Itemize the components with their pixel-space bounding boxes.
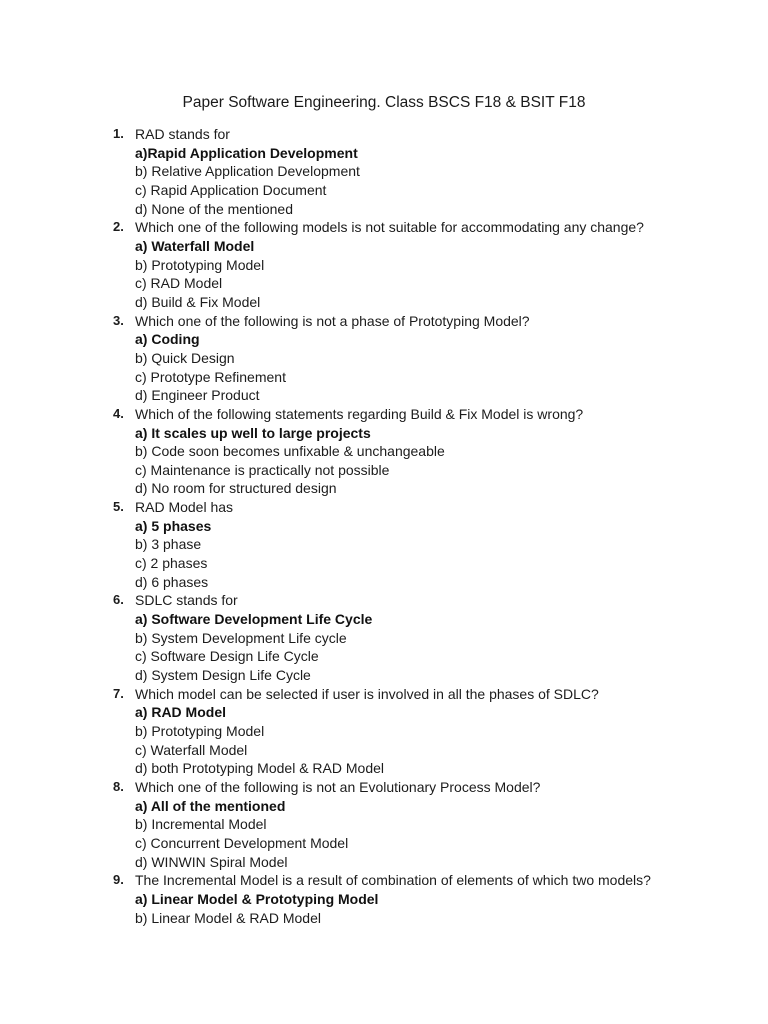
question-number: 9. (113, 872, 124, 888)
answer-option: b) Linear Model & RAD Model (135, 909, 321, 926)
answer-option: c) Rapid Application Document (135, 181, 327, 198)
question-number: 2. (113, 219, 124, 235)
question-text: Which one of the following is not an Evolutionary Process Model? (135, 778, 541, 795)
question-text: The Incremental Model is a result of combination of elements of which two models? (135, 872, 651, 889)
answer-option: c) RAD Model (135, 275, 223, 292)
answer-option: b) Code soon becomes unfixable & unchangeable (135, 443, 445, 460)
question-text: Which one of the following is not a phase of Prototyping Model? (135, 312, 530, 329)
correct-answer-option: a) 5 phases (135, 517, 212, 534)
answer-option: b) Incremental Model (135, 816, 267, 833)
answer-option: b) Relative Application Development (135, 163, 360, 180)
question-item (113, 498, 651, 591)
answer-option: d) None of the mentioned (135, 200, 293, 217)
correct-answer-option: a) Linear Model & Prototyping Model (135, 890, 379, 907)
answer-option: b) Quick Design (135, 349, 235, 366)
page-title: Paper Software Engineering. Class BSCS F18 & BSIT F18 (182, 94, 586, 111)
question-text: Which of the following statements regarding Build & Fix Model is wrong? (135, 405, 584, 422)
question-text: RAD Model has (135, 499, 234, 516)
question-number: 5. (113, 499, 124, 515)
question-list (113, 125, 651, 927)
question-number: 8. (113, 778, 124, 794)
answer-option: d) 6 phases (135, 573, 209, 590)
question-text: RAD stands for (135, 126, 230, 142)
correct-answer-option: a)Rapid Application Development (135, 144, 358, 161)
question-number: 6. (113, 592, 124, 608)
answer-option: d) Build & Fix Model (135, 293, 261, 310)
question-number: 4. (113, 405, 124, 421)
answer-option: c) Prototype Refinement (135, 368, 286, 385)
question-item (113, 405, 651, 498)
answer-option: b) System Development Life cycle (135, 629, 347, 646)
question-item (113, 312, 651, 405)
question-text: Which one of the following models is not suitable for accommodating any change? (135, 219, 644, 236)
correct-answer-option: a) All of the mentioned (135, 797, 286, 814)
correct-answer-option: a) Software Development Life Cycle (135, 611, 373, 628)
answer-option: b) Prototyping Model (135, 723, 265, 739)
answer-option: b) 3 phase (135, 536, 202, 553)
question-number: 3. (113, 312, 124, 328)
answer-option: b) Prototyping Model (135, 256, 265, 273)
answer-option: c) Waterfall Model (135, 741, 248, 758)
correct-answer-option: a) Waterfall Model (135, 237, 255, 254)
question-item (113, 778, 651, 871)
question-number: 7. (113, 685, 124, 701)
question-text: Which model can be selected if user is involved in all the phases of SDLC? (135, 685, 599, 702)
correct-answer-option: a) It scales up well to large projects (135, 424, 371, 441)
question-item (113, 685, 651, 778)
answer-option: c) Software Design Life Cycle (135, 648, 319, 665)
question-item (113, 871, 651, 927)
question-number: 1. (113, 126, 124, 141)
answer-option: c) Maintenance is practically not possible (135, 461, 390, 478)
question-item (113, 125, 651, 218)
question-item (113, 591, 651, 684)
answer-option: d) Engineer Product (135, 387, 260, 404)
correct-answer-option: a) RAD Model (135, 704, 226, 721)
question-text: SDLC stands for (135, 592, 238, 609)
question-item (113, 218, 651, 311)
answer-option: d) WINWIN Spiral Model (135, 853, 288, 870)
answer-option: d) both Prototyping Model & RAD Model (135, 760, 385, 777)
answer-option: c) Concurrent Development Model (135, 834, 349, 851)
answer-option: c) 2 phases (135, 555, 208, 572)
answer-option: d) System Design Life Cycle (135, 667, 311, 684)
answer-option: d) No room for structured design (135, 480, 337, 497)
correct-answer-option: a) Coding (135, 331, 200, 348)
